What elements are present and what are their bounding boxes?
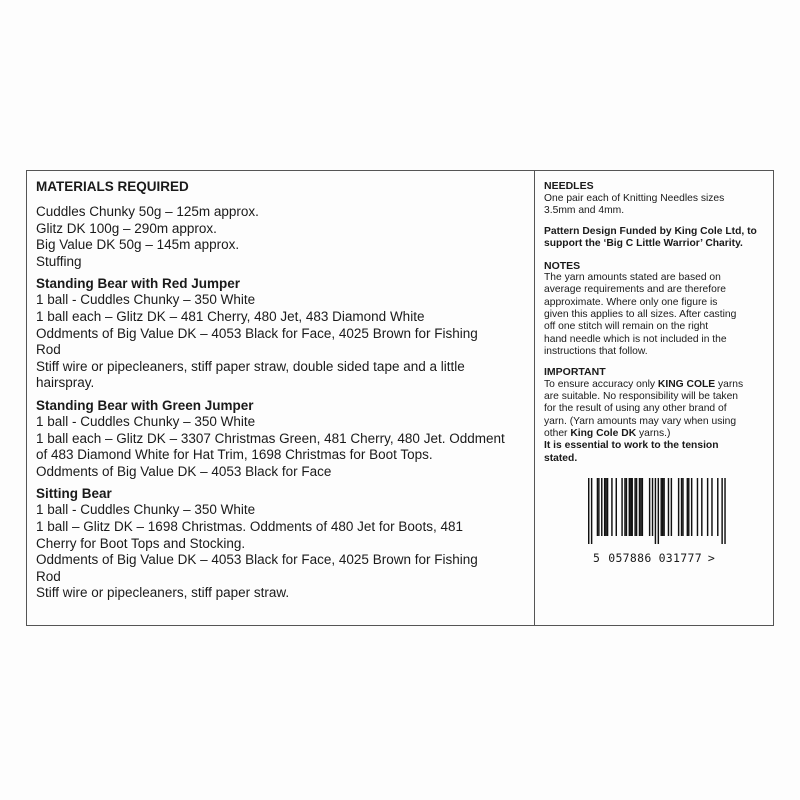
barcode-bar xyxy=(661,478,662,536)
materials-intro xyxy=(36,204,524,270)
section-line: Rod xyxy=(36,342,61,358)
important-text: other xyxy=(544,427,571,439)
barcode-bar xyxy=(624,478,625,536)
funding-line: support the ‘Big C Little Warrior’ Charity. xyxy=(544,238,743,250)
barcode-bar xyxy=(601,478,602,536)
barcode-bar xyxy=(649,478,650,536)
notes-line: instructions that follow. xyxy=(544,345,648,357)
section-title-red-jumper: Standing Bear with Red Jumper xyxy=(36,276,241,292)
section-line: Stiff wire or pipecleaners, stiff paper straw, double sided tape and a little xyxy=(36,358,465,374)
important-text: To ensure accuracy only xyxy=(544,378,658,390)
notes-line: average requirements and are therefore xyxy=(544,284,727,296)
barcode-bar xyxy=(632,478,633,536)
barcode-guard-bar xyxy=(724,478,725,544)
materials-column xyxy=(27,171,535,625)
barcode-bar xyxy=(681,478,682,536)
barcode-bar xyxy=(634,478,635,536)
barcode-guard-bar xyxy=(655,478,656,544)
barcode-bar xyxy=(639,478,640,536)
section-line: 1 ball each – Glitz DK – 3307 Christmas Green, 481 Cherry, 480 Jet. Oddment xyxy=(36,430,505,446)
barcode-bar xyxy=(663,478,664,536)
barcode-digits-right: 031777 xyxy=(658,550,702,565)
barcode-bar xyxy=(629,478,630,536)
barcode-bar xyxy=(642,478,643,536)
barcode-marker: > xyxy=(707,550,716,565)
barcode-bar xyxy=(607,478,608,536)
important-line: for the result of using any other brand of xyxy=(544,403,727,415)
notes-title: NOTES xyxy=(544,259,581,272)
important-line: are suitable. No responsibility will be taken xyxy=(544,391,739,403)
barcode-bar xyxy=(652,478,653,536)
section-title-green-jumper: Standing Bear with Green Jumper xyxy=(36,397,254,413)
barcode-bar xyxy=(604,478,605,536)
important-text: yarns xyxy=(715,378,744,390)
needles-line: 3.5mm and 4mm. xyxy=(544,204,625,216)
section-line: Oddments of Big Value DK – 4053 Black for Face, 4025 Brown for Fishing xyxy=(36,552,478,568)
pattern-info-box xyxy=(26,170,774,626)
section-line: 1 ball – Glitz DK – 1698 Christmas. Oddments of 480 Jet for Boots, 481 xyxy=(36,518,463,534)
materials-title: MATERIALS REQUIRED xyxy=(36,179,189,194)
barcode-guard-bar xyxy=(721,478,722,544)
barcode-bars xyxy=(588,478,738,548)
barcode-bar xyxy=(611,478,612,536)
barcode-bar xyxy=(697,478,698,536)
barcode-guard-bar xyxy=(658,478,659,544)
barcode-bar xyxy=(621,478,622,536)
notes-line: given this applies to all sizes. After casting xyxy=(544,309,737,321)
barcode-bar xyxy=(678,478,679,536)
intro-line: Cuddles Chunky 50g – 125m approx. xyxy=(36,204,259,219)
barcode-bar xyxy=(688,478,689,536)
barcode-bar xyxy=(707,478,708,536)
barcode-bar xyxy=(701,478,702,536)
section-line: Stiff wire or pipecleaners, stiff paper straw. xyxy=(36,585,290,601)
barcode-bar xyxy=(668,478,669,536)
info-column xyxy=(535,171,773,625)
barcode-bar xyxy=(616,478,617,536)
barcode-digit-first: 5 xyxy=(593,550,601,565)
needles-title: NEEDLES xyxy=(544,180,594,192)
notes-line: off one stitch will remain on the right xyxy=(544,321,709,333)
important-line: yarn. (Yarn amounts may vary when using xyxy=(544,415,737,427)
barcode-bar xyxy=(671,478,672,536)
barcode-digits-left: 057886 xyxy=(608,550,652,565)
notes-line: The yarn amounts stated are based on xyxy=(544,272,721,284)
barcode-bar xyxy=(687,478,688,536)
barcode xyxy=(588,478,765,565)
barcode-bar xyxy=(605,478,606,536)
important-line xyxy=(544,379,765,391)
section-line: Oddments of Big Value DK – 4053 Black for Face xyxy=(36,463,332,479)
barcode-bar xyxy=(662,478,663,536)
barcode-bar xyxy=(717,478,718,536)
barcode-bar xyxy=(711,478,712,536)
important-title: IMPORTANT xyxy=(544,366,606,379)
section-line: 1 ball - Cuddles Chunky – 350 White xyxy=(36,292,256,308)
barcode-bar xyxy=(598,478,599,536)
barcode-guard-bar xyxy=(591,478,592,544)
section-line: 1 ball - Cuddles Chunky – 350 White xyxy=(36,502,256,518)
brand-name: King Cole DK xyxy=(570,427,637,439)
barcode-bar xyxy=(636,478,637,536)
section-line: 1 ball - Cuddles Chunky – 350 White xyxy=(36,413,256,429)
barcode-bar xyxy=(640,478,641,536)
section-line: Cherry for Boot Tops and Stocking. xyxy=(36,535,246,551)
barcode-bar xyxy=(691,478,692,536)
section-title-sitting-bear: Sitting Bear xyxy=(36,486,112,502)
notes-line: hand needle which is not included in the xyxy=(544,333,727,345)
section-line: 1 ball each – Glitz DK – 481 Cherry, 480 Jet, 483 Diamond White xyxy=(36,308,425,324)
section-line: Oddments of Big Value DK – 4053 Black for Face, 4025 Brown for Fishing xyxy=(36,325,478,341)
brand-name: KING COLE xyxy=(657,378,716,390)
intro-line: Stuffing xyxy=(36,253,82,269)
section-line: of 483 Diamond White for Hat Trim, 1698 Christmas for Boot Tops. xyxy=(36,447,433,463)
section-line: hairspray. xyxy=(36,375,95,391)
barcode-bar xyxy=(682,478,683,536)
intro-line: Big Value DK 50g – 145m approx. xyxy=(36,237,240,253)
notes-line: approximate. Where only one figure is xyxy=(544,296,718,308)
barcode-bar xyxy=(626,478,627,536)
barcode-bar xyxy=(630,478,631,536)
important-text: yarns.) xyxy=(636,427,671,439)
barcode-guard-bar xyxy=(588,478,589,544)
tension-line: stated. xyxy=(544,452,578,464)
tension-line: It is essential to work to the tension xyxy=(544,440,719,452)
intro-line: Glitz DK 100g – 290m approx. xyxy=(36,220,217,236)
barcode-number xyxy=(593,550,765,565)
section-line: Rod xyxy=(36,568,61,584)
barcode-bar xyxy=(597,478,598,536)
needles-line: One pair each of Knitting Needles sizes xyxy=(544,192,725,204)
funding-line: Pattern Design Funded by King Cole Ltd, to xyxy=(544,226,757,238)
important-line xyxy=(544,428,765,440)
